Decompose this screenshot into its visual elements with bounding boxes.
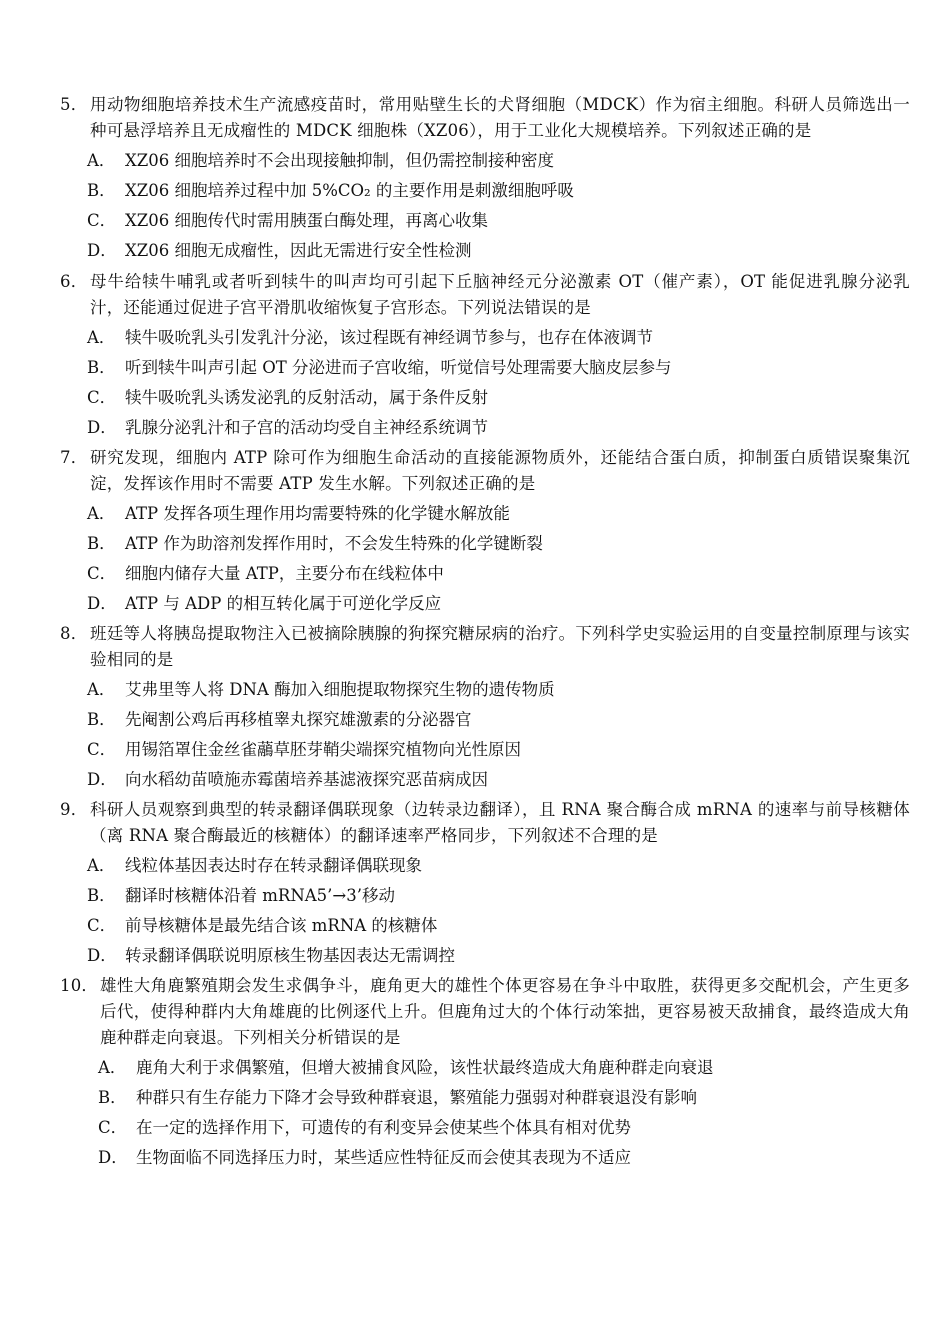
option-text: 犊牛吸吮乳头引发乳汁分泌，该过程既有神经调节参与，也存在体液调节 [125,327,653,347]
option-letter: C． [98,1117,128,1137]
option-letter: A． [87,679,116,699]
question-10 [60,973,910,1171]
question-5 [60,92,910,264]
question-6 [60,269,910,441]
question-number: 10． [60,976,99,995]
question-text: 科研人员观察到典型的转录翻译偶联现象（边转录边翻译），且 RNA 聚合酶合成 mRNA 的速率与前导核糖体（离 RNA 聚合酶最近的核糖体）的翻译速率严格同步，下列叙述不合理的是 [90,800,910,845]
option-text: 艾弗里等人将 DNA 酶加入细胞提取物探究生物的遗传物质 [125,679,555,699]
option-letter: D． [87,417,117,437]
option-letter: C． [87,915,117,935]
option-text: 用锡箔罩住金丝雀虉草胚芽鞘尖端探究植物向光性原因 [125,739,521,759]
question-9 [60,797,910,969]
option-b [60,883,910,909]
option-d [60,591,910,617]
option-text: 细胞内储存大量 ATP，主要分布在线粒体中 [125,563,444,583]
option-c [60,385,910,411]
question-7 [60,445,910,617]
option-text: XZ06 细胞培养时不会出现接触抑制，但仍需控制接种密度 [125,150,554,170]
option-text: ATP 与 ADP 的相互转化属于可逆化学反应 [125,593,442,613]
question-stem [60,797,910,849]
option-text: 犊牛吸吮乳头诱发泌乳的反射活动，属于条件反射 [125,387,488,407]
option-letter: B． [87,533,116,553]
option-text: XZ06 细胞传代时需用胰蛋白酶处理，再离心收集 [125,210,488,230]
option-a [60,853,910,879]
option-text: XZ06 细胞无成瘤性，因此无需进行安全性检测 [125,240,472,260]
option-letter: B． [87,709,116,729]
option-c [60,737,910,763]
question-text: 研究发现，细胞内 ATP 除可作为细胞生命活动的直接能源物质外，还能结合蛋白质，抑制蛋白质错误聚集沉淀，发挥该作用时不需要 ATP 发生水解。下列叙述正确的是 [90,448,910,493]
option-text: 向水稻幼苗喷施赤霉菌培养基滤液探究恶苗病成因 [125,769,488,789]
option-b [60,355,910,381]
option-text: 线粒体基因表达时存在转录翻译偶联现象 [125,855,422,875]
question-stem [60,92,910,144]
option-text: 听到犊牛叫声引起 OT 分泌进而子宫收缩，听觉信号处理需要大脑皮层参与 [125,357,672,377]
option-a [60,325,910,351]
option-letter: D． [87,593,117,613]
option-b [60,178,910,204]
option-letter: A． [87,150,116,170]
option-text: 生物面临不同选择压力时，某些适应性特征反而会使其表现为不适应 [136,1147,631,1167]
option-b [60,1085,910,1111]
option-letter: A． [87,503,116,523]
question-number: 9． [60,800,88,819]
option-letter: D． [87,240,117,260]
option-letter: B． [87,180,116,200]
question-text: 雄性大角鹿繁殖期会发生求偶争斗，鹿角更大的雄性个体更容易在争斗中取胜，获得更多交配机会，产生更多后代，使得种群内大角雄鹿的比例逐代上升。但鹿角过大的个体行动笨拙，更容易被天敌捕食，最终造成大角鹿种群走向衰退。下列相关分析错误的是 [100,976,910,1047]
question-text: 班廷等人将胰岛提取物注入已被摘除胰腺的狗探究糖尿病的治疗。下列科学史实验运用的自变量控制原理与该实验相同的是 [90,624,910,669]
option-d [60,415,910,441]
option-b [60,531,910,557]
option-b [60,707,910,733]
question-stem [60,621,910,673]
option-text: 鹿角大利于求偶繁殖，但增大被捕食风险，该性状最终造成大角鹿种群走向衰退 [136,1057,714,1077]
option-text: 先阉割公鸡后再移植睾丸探究雄激素的分泌器官 [125,709,472,729]
option-d [60,767,910,793]
option-text: 前导核糖体是最先结合该 mRNA 的核糖体 [125,915,438,935]
question-stem [60,269,910,321]
option-a [60,148,910,174]
option-letter: A． [87,327,116,347]
question-text: 母牛给犊牛哺乳或者听到犊牛的叫声均可引起下丘脑神经元分泌激素 OT（催产素），OT 能促进乳腺分泌乳汁，还能通过促进子宫平滑肌收缩恢复子宫形态。下列说法错误的是 [90,272,910,317]
option-c [60,913,910,939]
option-letter: C． [87,739,117,759]
option-a [60,1055,910,1081]
question-stem [60,445,910,497]
question-number: 5． [60,95,88,114]
option-letter: C． [87,210,117,230]
option-d [60,943,910,969]
option-letter: A． [98,1057,127,1077]
option-text: 种群只有生存能力下降才会导致种群衰退，繁殖能力强弱对种群衰退没有影响 [136,1087,697,1107]
question-stem [60,973,910,1051]
option-letter: B． [87,357,116,377]
option-text: 翻译时核糖体沿着 mRNA5’→3’移动 [125,885,395,905]
option-letter: D． [98,1147,128,1167]
option-letter: A． [87,855,116,875]
option-letter: B． [98,1087,127,1107]
question-number: 8． [60,624,88,643]
option-text: ATP 作为助溶剂发挥作用时，不会发生特殊的化学键断裂 [125,533,543,553]
question-number: 6． [60,272,88,291]
option-c [60,208,910,234]
option-letter: B． [87,885,116,905]
option-letter: D． [87,769,117,789]
option-c [60,1115,910,1141]
option-a [60,501,910,527]
option-d [60,1145,910,1171]
question-8 [60,621,910,793]
option-text: XZ06 细胞培养过程中加 5%CO₂ 的主要作用是刺激细胞呼吸 [125,180,574,200]
question-number: 7． [60,448,88,467]
option-text: 乳腺分泌乳汁和子宫的活动均受自主神经系统调节 [125,417,488,437]
option-c [60,561,910,587]
option-d [60,238,910,264]
option-letter: C． [87,563,117,583]
option-text: 转录翻译偶联说明原核生物基因表达无需调控 [125,945,455,965]
option-text: ATP 发挥各项生理作用均需要特殊的化学键水解放能 [125,503,510,523]
option-a [60,677,910,703]
option-text: 在一定的选择作用下，可遗传的有利变异会使某些个体具有相对优势 [136,1117,631,1137]
option-letter: C． [87,387,117,407]
option-letter: D． [87,945,117,965]
question-text: 用动物细胞培养技术生产流感疫苗时，常用贴壁生长的犬肾细胞（MDCK）作为宿主细胞。科研人员筛选出一种可悬浮培养且无成瘤性的 MDCK 细胞株（XZ06），用于工业化大规模培养。下列叙述正确的是 [90,95,910,140]
